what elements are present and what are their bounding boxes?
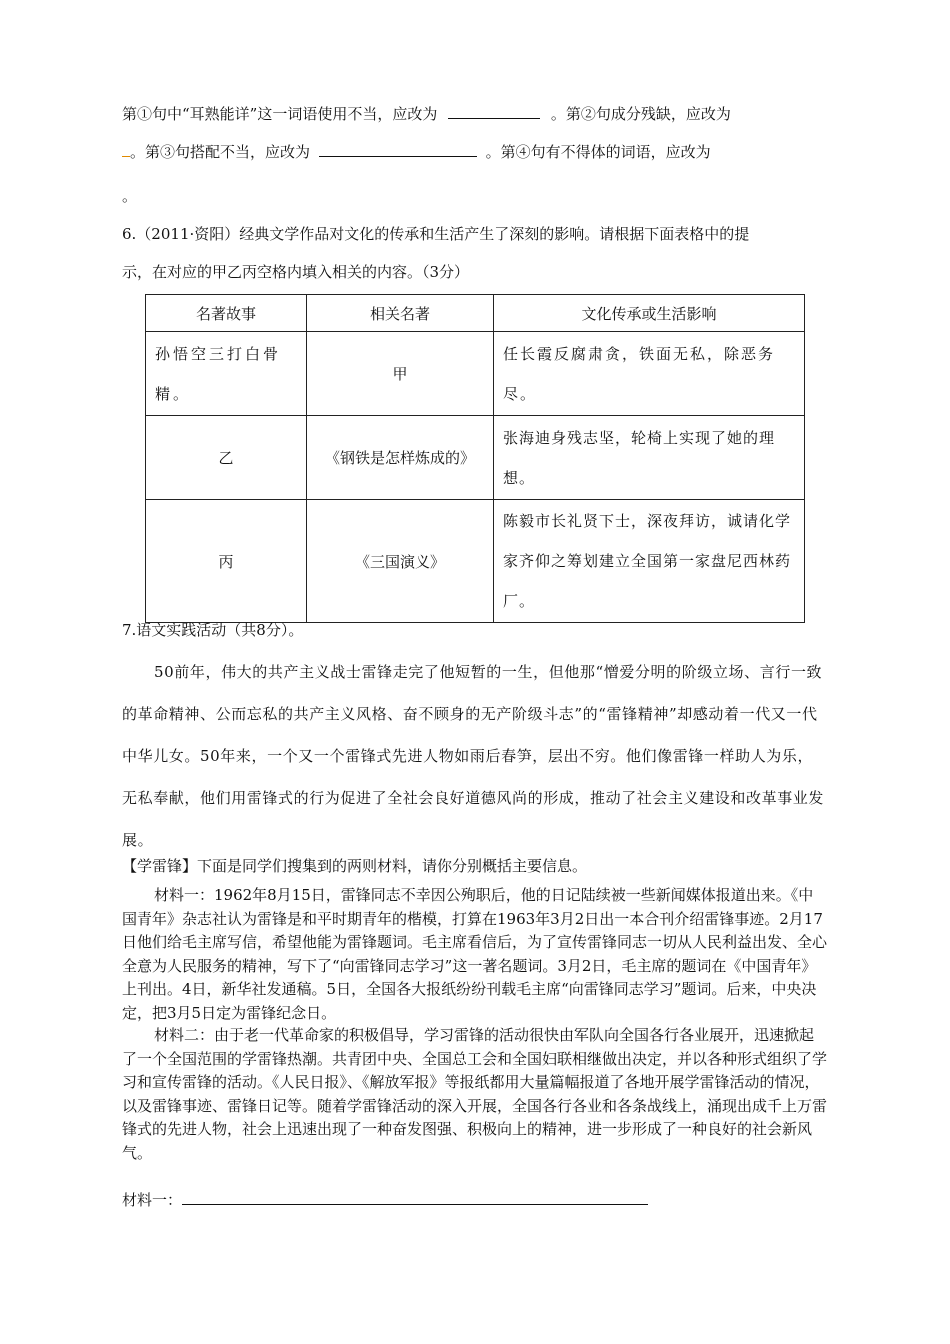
answer-cell-bing[interactable]: 丙: [146, 500, 307, 623]
material-1-answer-line: [122, 1190, 648, 1210]
q5-line-2: [122, 142, 711, 162]
table-header: 名著故事: [146, 295, 307, 332]
answer-blank-1[interactable]: [448, 104, 540, 119]
q5-text: 第①句中“耳熟能详”这一词语使用不当，应改为: [122, 105, 438, 123]
q5-text: 。第④句有不得体的词语，应改为: [485, 143, 711, 161]
influence-text: 任长霞反腐肃贪，铁面无私，除恶务尽。: [503, 344, 776, 403]
material-2: 材料二：由于老一代革命家的积极倡导，学习雷锋的活动很快由军队向全国各行各业展开，迅速掀起了一个全国范围的学雷锋热潮。共青团中央、全国总工会和全国妇联相继做出决定，并以各种形式组织了学习和宣传雷锋的活动。《人民日报》、《解放军报》等报纸都用大量篇幅报道了各地开展学雷锋活动的情况，以及雷锋事迹、雷锋日记等。随着学雷锋活动的深入开展，全国各行各业和各条战线上，涌现出成千上万雷锋式的先进人物，社会上迅速出现了一种奋发图强、积极向上的精神，进一步形成了一种良好的社会新风气。: [122, 1026, 828, 1162]
q6-prompt-line-1: 6.（2011·资阳）经典文学作品对文化的传承和生活产生了深刻的影响。请根据下面表格中的提: [122, 225, 750, 243]
table-cell: [494, 332, 805, 416]
table-cell: [494, 500, 805, 623]
answer-cell-yi[interactable]: 乙: [146, 416, 307, 500]
q5-line-1: [122, 104, 731, 124]
q5-text: 。第②句成分残缺，应改为: [550, 105, 731, 123]
material-1: 材料一：1962年8月15日，雷锋同志不幸因公殉职后，他的日记陆续被一些新闻媒体报道出来。《中国青年》杂志社认为雷锋是和平时期青年的楷模，打算在1963年3月2日出一本合刊介绍雷锋事迹。2月17日他们给毛主席写信，希望他能为雷锋题词。毛主席看信后，为了宣传雷锋同志一切从人民利益出发、全心全意为人民服务的精神，写下了“向雷锋同志学习”这一著名题词。3月2日，毛主席的题词在《中国青年》上刊出。4日，新华社发通稿。5日，全国各大报纸纷纷刊载毛主席“向雷锋同志学习”题词。后来，中央决定，把3月5日定为雷锋纪念日。: [122, 886, 828, 1022]
literature-table: [145, 294, 805, 623]
table-cell: 《三国演义》: [307, 500, 494, 623]
table-row: [146, 332, 805, 416]
story-text: 孙悟空三打白骨精。: [155, 344, 282, 403]
learn-leifeng-title: 【学雷锋】下面是同学们搜集到的两则材料，请你分别概括主要信息。: [122, 857, 588, 875]
q5-text: 。: [122, 187, 138, 205]
answer-label: 材料一：: [122, 1191, 183, 1209]
table-row: [146, 416, 805, 500]
answer-blank-3[interactable]: [319, 142, 477, 157]
table-header: 文化传承或生活影响: [494, 295, 805, 332]
q5-line-3: [122, 186, 137, 206]
table-row: [146, 500, 805, 623]
q7-intro-paragraph: 50前年，伟大的共产主义战士雷锋走完了他短暂的一生，但他那“憎爱分明的阶级立场、言行一致的革命精神、公而忘私的共产主义风格、奋不顾身的无产阶级斗志”的“雷锋精神”却感动着一代又一代中华儿女。50年来，一个又一个雷锋式先进人物如雨后春笋，层出不穷。他们像雷锋一样助人为乐，无私奉献，他们用雷锋式的行为促进了全社会良好道德风尚的形成，推动了社会主义建设和改革事业发展。: [122, 663, 825, 849]
table-cell: [494, 416, 805, 500]
table-header-row: [146, 295, 805, 332]
q7-title: 7.语文实践活动（共8分）。: [122, 621, 304, 639]
material-1-answer-blank[interactable]: [182, 1194, 648, 1205]
table-header: 相关名著: [307, 295, 494, 332]
answer-cell-jia[interactable]: 甲: [307, 332, 494, 416]
answer-blank-2[interactable]: [122, 142, 130, 157]
table-cell: [146, 332, 307, 416]
influence-text: 张海迪身残志坚，轮椅上实现了她的理想。: [503, 428, 776, 487]
influence-text: 陈毅市长礼贤下士，深夜拜访，诚请化学家齐仰之筹划建立全国第一家盘尼西林药厂。: [503, 512, 792, 610]
q6-prompt-line-2: 示，在对应的甲乙丙空格内填入相关的内容。（3分）: [122, 263, 470, 281]
table-cell: 《钢铁是怎样炼成的》: [307, 416, 494, 500]
q5-text: 。第③句搭配不当，应改为: [130, 143, 311, 161]
